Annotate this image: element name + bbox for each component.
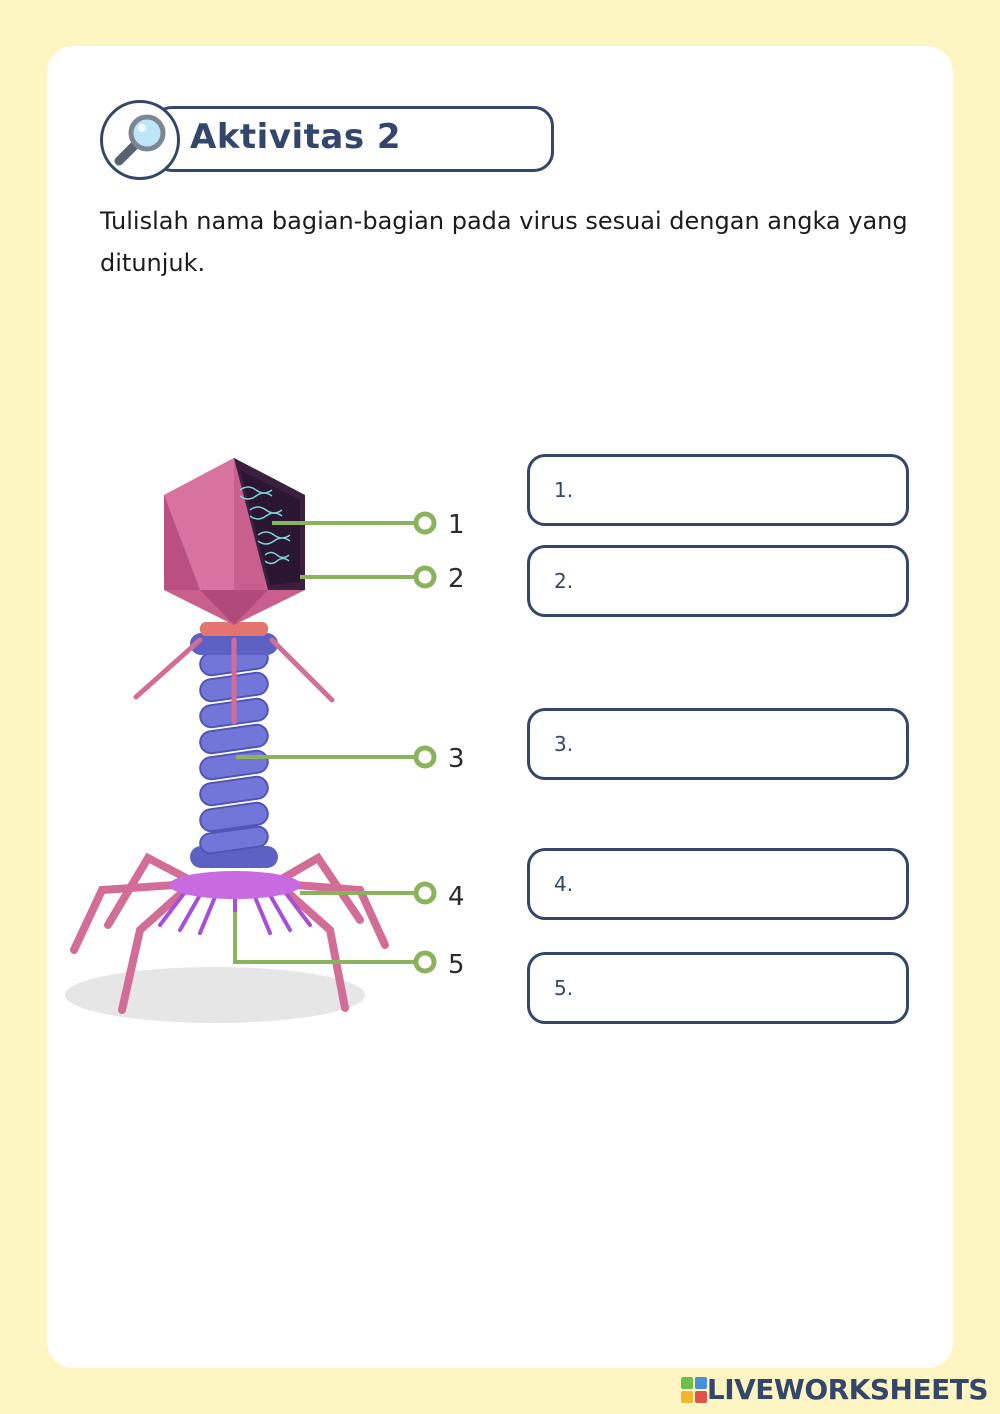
leader-endpoints	[416, 514, 434, 971]
capsid-head	[164, 458, 305, 625]
diagram-label-5: 5	[448, 950, 465, 980]
diagram-label-1: 1	[448, 510, 465, 540]
baseplate	[169, 871, 301, 899]
answer-input-4[interactable]	[579, 863, 888, 905]
answer-label-1: 1.	[554, 478, 574, 502]
answer-box-2[interactable]	[527, 545, 909, 617]
answer-box-3[interactable]	[527, 708, 909, 780]
whiskers	[136, 640, 332, 722]
answer-input-1[interactable]	[579, 469, 888, 511]
answer-box-4[interactable]	[527, 848, 909, 920]
instructions-text: Tulislah nama bagian-bagian pada virus sesuai dengan angka yang ditunjuk.	[100, 207, 908, 277]
answer-label-5: 5.	[554, 976, 574, 1000]
liveworksheets-logo-icon	[681, 1377, 707, 1403]
answer-box-1[interactable]	[527, 454, 909, 526]
brand-name: LIVEWORKSHEETS	[706, 1373, 988, 1406]
diagram-label-2: 2	[448, 564, 465, 594]
answer-box-5[interactable]	[527, 952, 909, 1024]
answer-label-3: 3.	[554, 732, 574, 756]
diagram-label-4: 4	[448, 882, 465, 912]
answer-input-5[interactable]	[579, 967, 888, 1009]
answer-input-2[interactable]	[579, 560, 888, 602]
answer-label-2: 2.	[554, 569, 574, 593]
answer-input-3[interactable]	[579, 723, 888, 765]
answer-label-4: 4.	[554, 872, 574, 896]
diagram-shadow	[65, 967, 365, 1023]
page-title: Aktivitas 2	[190, 117, 402, 157]
liveworksheets-logo	[681, 1373, 988, 1406]
diagram-label-3: 3	[448, 744, 465, 774]
